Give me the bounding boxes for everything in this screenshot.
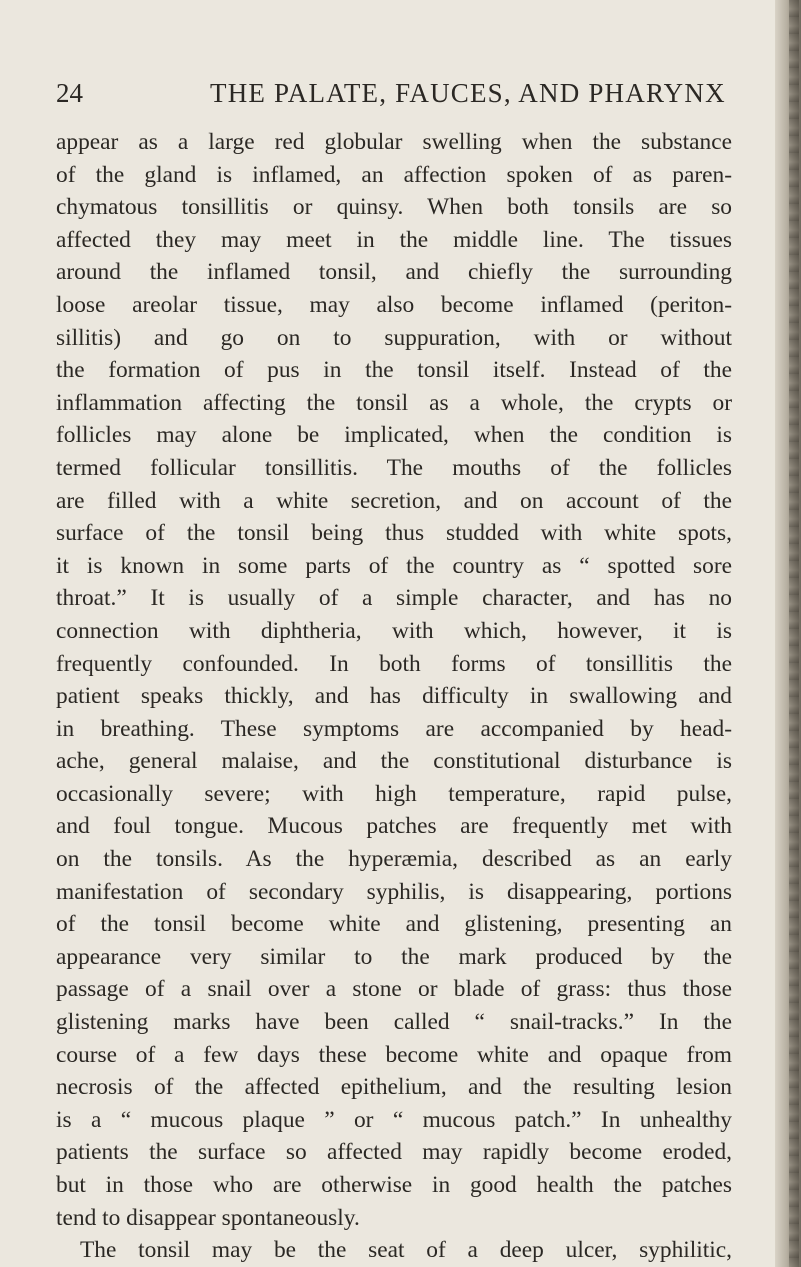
text-line: appearance very similar to the mark produced by the	[56, 943, 732, 970]
text-line: follicles may alone be implicated, when the condition is	[56, 422, 732, 449]
text-line: connection with diphtheria, with which, however, it is	[56, 617, 732, 644]
text-line: around the inflamed tonsil, and chiefly the surrounding	[56, 259, 732, 286]
page-number: 24	[56, 78, 83, 108]
text-line: The tonsil may be the seat of a deep ulcer, syphilitic,	[80, 1237, 732, 1264]
text-line: are filled with a white secretion, and on account of the	[56, 487, 732, 514]
text-line: is a “ mucous plaque ” or “ mucous patch.” In unhealthy	[56, 1106, 732, 1133]
text-line: manifestation of secondary syphilis, is disappearing, portions	[56, 878, 732, 905]
running-head: THE PALATE, FAUCES, AND PHARYNX	[210, 78, 726, 108]
text-line: necrosis of the affected epithelium, and the resulting lesion	[56, 1074, 732, 1101]
text-line: ache, general malaise, and the constitutional disturbance is	[56, 748, 732, 775]
text-line: occasionally severe; with high temperature, rapid pulse,	[56, 780, 732, 807]
page-edge-shadow	[789, 0, 799, 1267]
text-line: loose areolar tissue, may also become inflamed (periton-	[56, 291, 732, 318]
text-line: of the tonsil become white and glistening, presenting an	[56, 911, 732, 938]
text-line: surface of the tonsil being thus studded with white spots,	[56, 520, 732, 547]
text-line: it is known in some parts of the country as “ spotted sore	[56, 552, 732, 579]
text-line: patients the surface so affected may rapidly become eroded,	[56, 1139, 732, 1166]
text-line: of the gland is inflamed, an affection spoken of as paren-	[56, 161, 732, 188]
text-line: patient speaks thickly, and has difficulty in swallowing and	[56, 683, 732, 710]
text-line: glistening marks have been called “ snail-tracks.” In the	[56, 1009, 732, 1036]
text-line: course of a few days these become white and opaque from	[56, 1041, 732, 1068]
text-line: inflammation affecting the tonsil as a whole, the crypts or	[56, 389, 732, 416]
text-line: in breathing. These symptoms are accompanied by head-	[56, 715, 732, 742]
text-line: throat.” It is usually of a simple character, and has no	[56, 585, 732, 612]
text-line: affected they may meet in the middle line. The tissues	[56, 226, 732, 253]
text-line: chymatous tonsillitis or quinsy. When both tonsils are so	[56, 194, 732, 221]
text-line: appear as a large red globular swelling when the substance	[56, 129, 732, 155]
body-text	[56, 126, 732, 1267]
text-line: tend to disappear spontaneously.	[56, 1204, 360, 1231]
text-line: passage of a snail over a stone or blade of grass: thus those	[56, 976, 732, 1003]
text-line: but in those who are otherwise in good health the patches	[56, 1172, 732, 1198]
text-line: the formation of pus in the tonsil itself. Instead of the	[56, 357, 732, 384]
text-line: sillitis) and go on to suppuration, with or without	[56, 324, 732, 351]
text-line: frequently confounded. In both forms of tonsillitis the	[56, 650, 732, 677]
text-line: termed follicular tonsillitis. The mouths of the follicles	[56, 454, 732, 481]
text-line: and foul tongue. Mucous patches are frequently met with	[56, 813, 732, 840]
page-header	[56, 78, 732, 118]
text-line: on the tonsils. As the hyperæmia, described as an early	[56, 846, 732, 873]
